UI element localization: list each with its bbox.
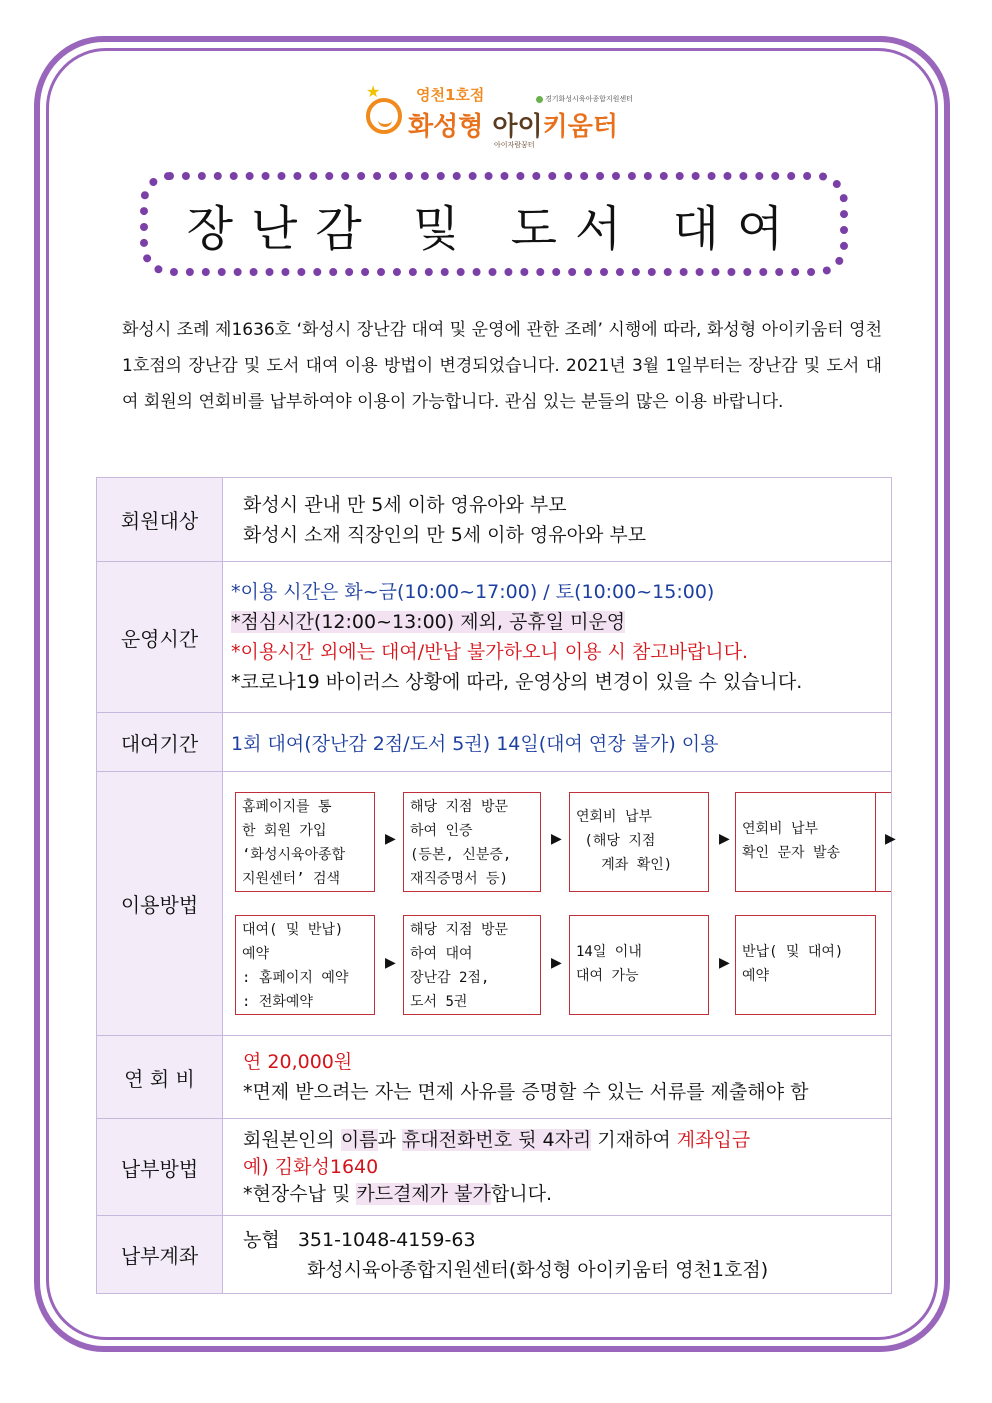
- arrow-right-icon: ▶: [551, 830, 562, 847]
- fee-note: *면제 받으려는 자는 면제 사유를 증명할 수 있는 서류를 제출해야 함: [243, 1081, 809, 1103]
- star-icon: ★: [366, 82, 381, 101]
- label-hours: 운영시간: [97, 562, 223, 713]
- row-hours: [97, 562, 892, 713]
- logo-brand: 화성형 아이키움터: [408, 112, 618, 142]
- arrow-right-icon: ▶: [885, 830, 896, 847]
- payment-content: [223, 1119, 892, 1216]
- arrow-right-icon: ▶: [719, 954, 730, 971]
- account-bank: 농협 351-1048-4159-63: [243, 1228, 476, 1251]
- arrow-right-icon: ▶: [385, 830, 396, 847]
- flow2-step-2: 해당 지점 방문 하여 대여 장난감 2점, 도서 5권: [403, 915, 541, 1015]
- fee-amount: 연 20,000원: [243, 1051, 353, 1073]
- flow1-step-3: 연회비 납부 (해당 지점 계좌 확인): [569, 792, 709, 892]
- payment-example: 예) 김화성1640: [243, 1155, 379, 1178]
- row-method: [97, 772, 892, 1036]
- payment-line-1: 회원본인의 이름과 휴대전화번호 뒷 4자리 기재하여 계좌입금: [243, 1128, 751, 1151]
- hours-content: [223, 562, 892, 713]
- hours-line-4: *코로나19 바이러스 상황에 따라, 운영상의 변경이 있을 수 있습니다.: [231, 671, 803, 693]
- account-holder: 화성시육아종합지원센터(화성형 아이키움터 영천1호점): [307, 1258, 769, 1281]
- members-line-2: 화성시 소재 직장인의 만 5세 이하 영유아와 부모: [243, 523, 647, 546]
- hours-line-2: *점심시간(12:00~13:00) 제외, 공휴일 미운영: [231, 611, 626, 633]
- label-account: 납부계좌: [97, 1216, 223, 1294]
- logo-org: 경기화성시육아종합지원센터: [536, 94, 633, 104]
- flow2-step-3: 14일 이내 대여 가능: [569, 915, 709, 1015]
- label-payment: 납부방법: [97, 1119, 223, 1216]
- flow1-step-1: 홈페이지를 통 한 회원 가입 ‘화성시육아종합 지원센터’ 검색: [235, 792, 375, 892]
- row-fee: [97, 1036, 892, 1119]
- method-content: [223, 772, 896, 1036]
- logo-branch: 영천1호점: [416, 86, 485, 104]
- members-line-1: 화성시 관내 만 5세 이하 영유아와 부모: [243, 493, 567, 516]
- intro-paragraph: 화성시 조례 제1636호 ‘화성시 장난감 대여 및 운영에 관한 조례’ 시행에 따라, 화성형 아이키움터 영천1호점의 장난감 및 도서 대여 이용 방법이 변경되었습니다. 2021년 3월 1일부터는 장난감 및 도서 대여 회원의 연회비를 납부하여야 이용이 가능합니다. 관심 있는 분들의 많은 이용 바랍니다.: [122, 320, 882, 412]
- page-title: 장난감 및 도서 대여: [186, 200, 802, 257]
- label-period: 대여기간: [97, 713, 223, 772]
- hours-line-3: *이용시간 외에는 대여/반납 불가하오니 이용 시 참고바랍니다.: [231, 641, 749, 663]
- flow2-step-4: 반납( 및 대여) 예약: [735, 915, 876, 1015]
- flow2-step-1: 대여( 및 반납) 예약 : 홈페이지 예약 : 전화예약: [235, 915, 375, 1015]
- payment-note: *현장수납 및 카드결제가 불가합니다.: [243, 1182, 552, 1205]
- logo-sub: 아이자람꿈터: [494, 141, 535, 149]
- fee-content: [223, 1036, 892, 1119]
- label-method: 이용방법: [97, 772, 223, 1036]
- sun-face-icon: [366, 98, 402, 134]
- account-content: [223, 1216, 892, 1294]
- title-box: [140, 172, 848, 276]
- row-account: [97, 1216, 892, 1294]
- row-members: [97, 478, 892, 562]
- flow1-step-edge: [875, 792, 891, 892]
- flow1-step-4: 연회비 납부 확인 문자 발송: [735, 792, 876, 892]
- org-logo-icon: [536, 96, 543, 103]
- usage-flow: [223, 782, 896, 1026]
- label-fee: 연 회 비: [97, 1036, 223, 1119]
- flow1-step-2: 해당 지점 방문 하여 인증 (등본, 신분증, 재직증명서 등): [403, 792, 541, 892]
- arrow-right-icon: ▶: [551, 954, 562, 971]
- brand-logo: [366, 84, 636, 154]
- members-content: [223, 478, 892, 562]
- row-period: [97, 713, 892, 772]
- label-members: 회원대상: [97, 478, 223, 562]
- hours-line-1: *이용 시간은 화~금(10:00~17:00) / 토(10:00~15:00): [231, 581, 715, 603]
- period-text: 1회 대여(장난감 2점/도서 5권) 14일(대여 연장 불가) 이용: [223, 713, 892, 772]
- arrow-right-icon: ▶: [385, 954, 396, 971]
- arrow-right-icon: ▶: [719, 830, 730, 847]
- row-payment: [97, 1119, 892, 1216]
- info-table: [96, 477, 896, 1294]
